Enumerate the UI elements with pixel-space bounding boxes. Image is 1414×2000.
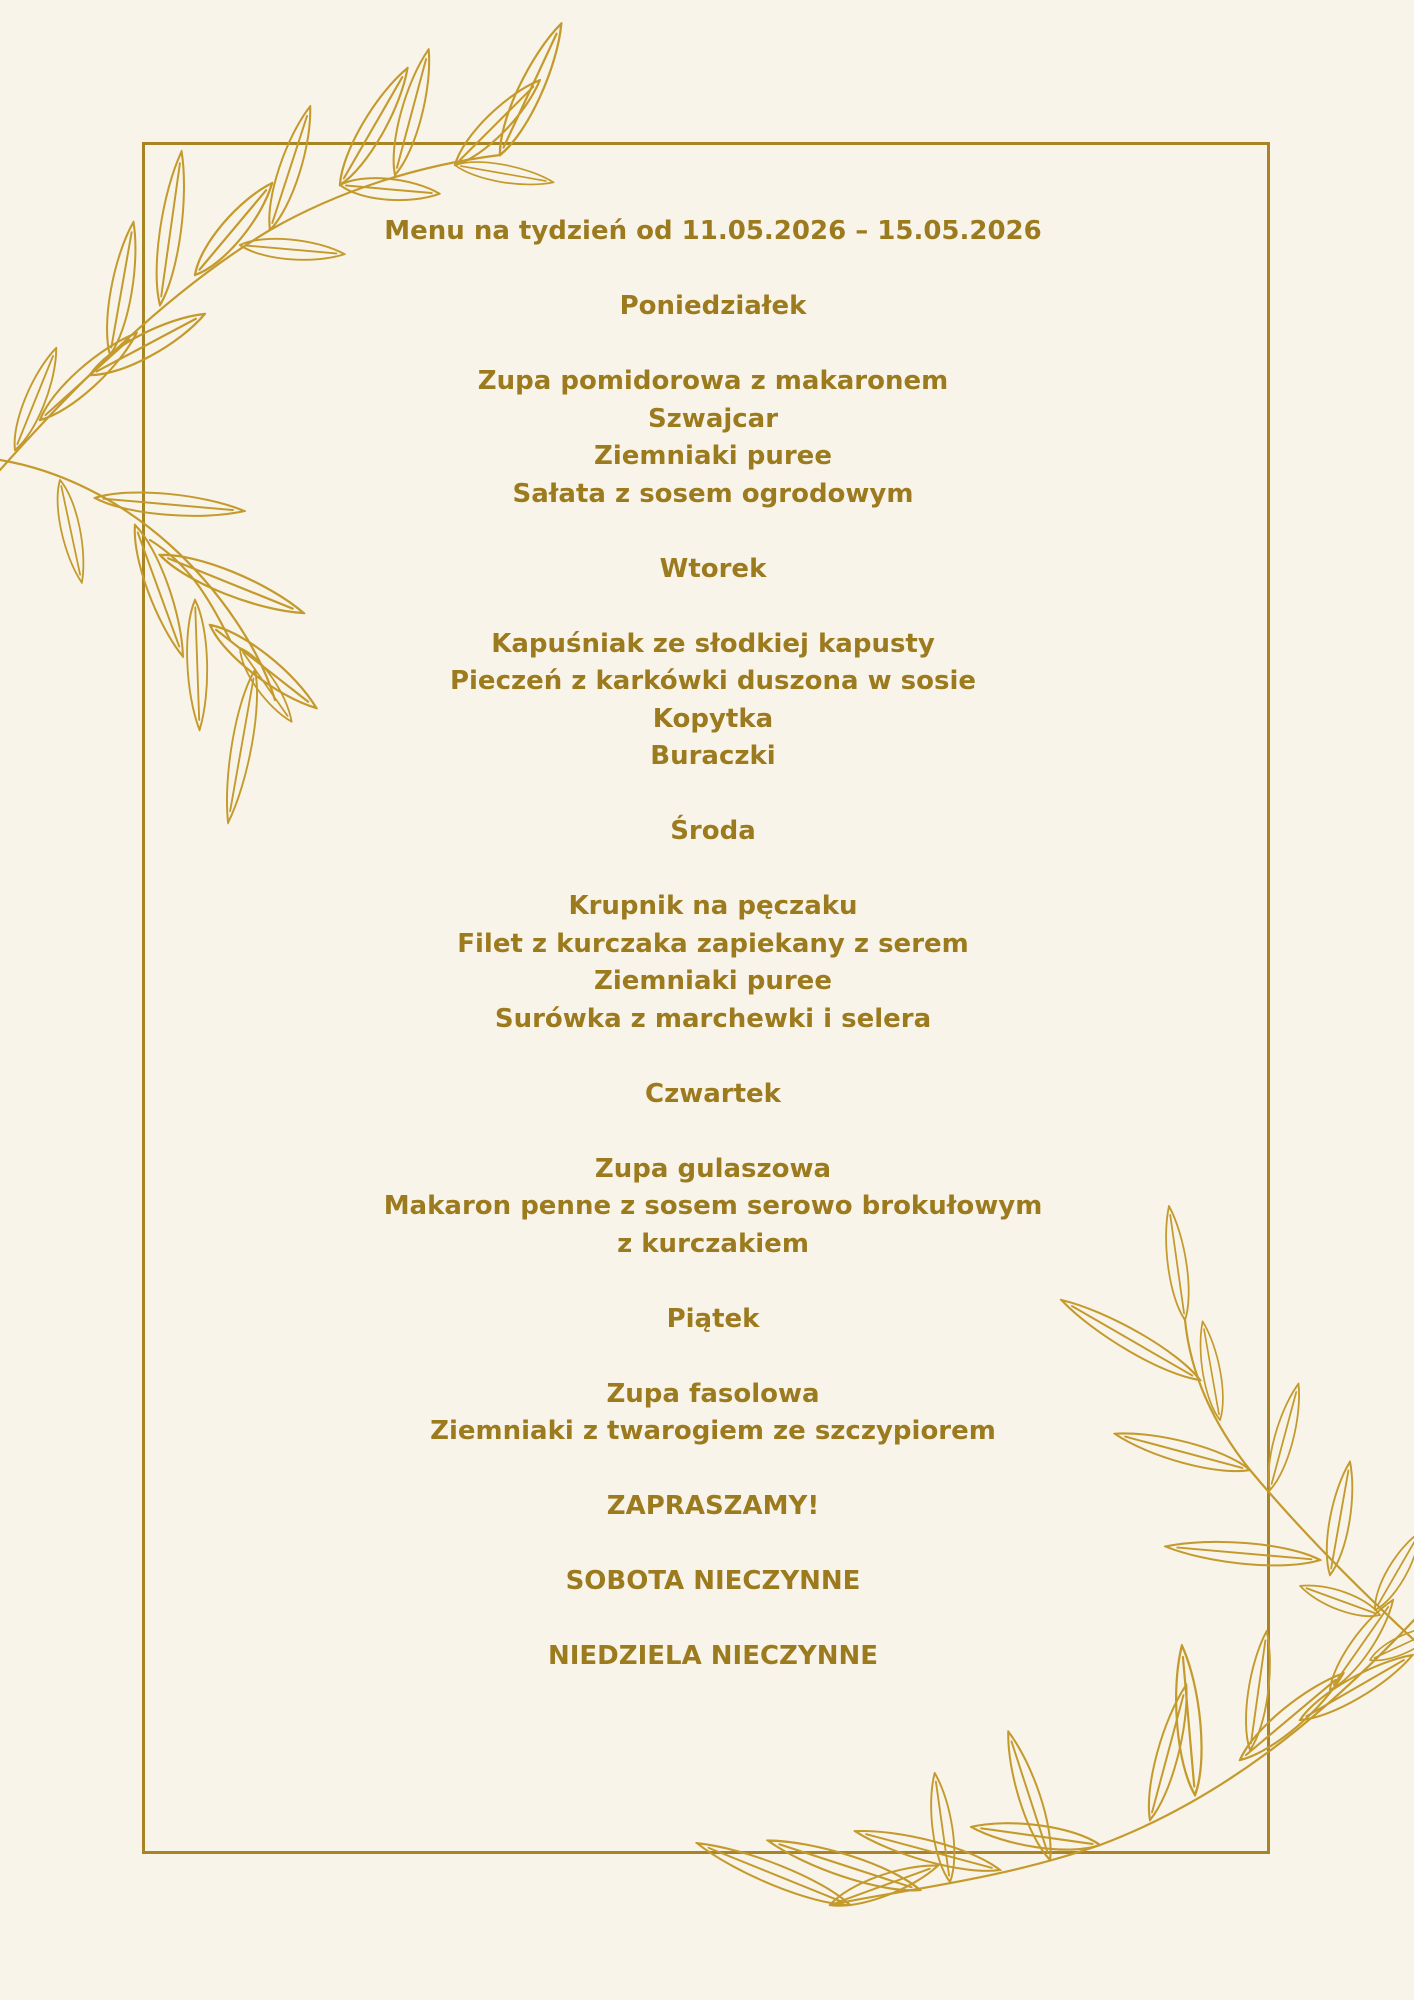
menu-item: Zupa pomidorowa z makaronem xyxy=(477,366,949,396)
day-heading-friday: Piątek xyxy=(666,1303,760,1334)
menu-item: Surówka z marchewki i selera xyxy=(494,1003,932,1034)
menu-content xyxy=(213,213,1213,1676)
day-heading-tuesday: Wtorek xyxy=(659,553,767,584)
menu-item: Ziemniaki puree xyxy=(594,441,832,471)
menu-item: Sałata z sosem ogrodowym xyxy=(512,478,914,509)
menu-item: Kapuśniak ze słodkiej kapusty xyxy=(491,628,935,659)
invite-text: ZAPRASZAMY! xyxy=(606,1491,820,1521)
day-heading-thursday: Czwartek xyxy=(645,1078,781,1109)
sunday-closed-text: NIEDZIELA NIECZYNNE xyxy=(547,1641,879,1671)
menu-item: Krupnik na pęczaku xyxy=(568,891,858,921)
day-heading-monday: Poniedziałek xyxy=(619,291,807,321)
menu-item: Pieczeń z karkówki duszona w sosie xyxy=(449,666,977,696)
menu-item: Szwajcar xyxy=(647,403,779,434)
menu-item: Kopytka xyxy=(652,703,774,734)
menu-item: Ziemniaki z twarogiem ze szczypiorem xyxy=(430,1416,996,1446)
menu-title: Menu na tydzień od 11.05.2026 – 15.05.2026 xyxy=(384,216,1042,246)
saturday-closed-text: SOBOTA NIECZYNNE xyxy=(565,1566,861,1596)
menu-item: Filet z kurczaka zapiekany z serem xyxy=(457,928,969,959)
menu-item: Zupa gulaszowa xyxy=(594,1153,832,1184)
menu-item: Ziemniaki puree xyxy=(594,966,832,996)
menu-item: Buraczki xyxy=(650,741,776,771)
day-heading-wednesday: Środa xyxy=(670,816,756,846)
menu-item: Zupa fasolowa xyxy=(606,1378,820,1409)
menu-item: Makaron penne z sosem serowo brokułowym xyxy=(383,1191,1043,1221)
menu-item: z kurczakiem xyxy=(617,1228,809,1259)
